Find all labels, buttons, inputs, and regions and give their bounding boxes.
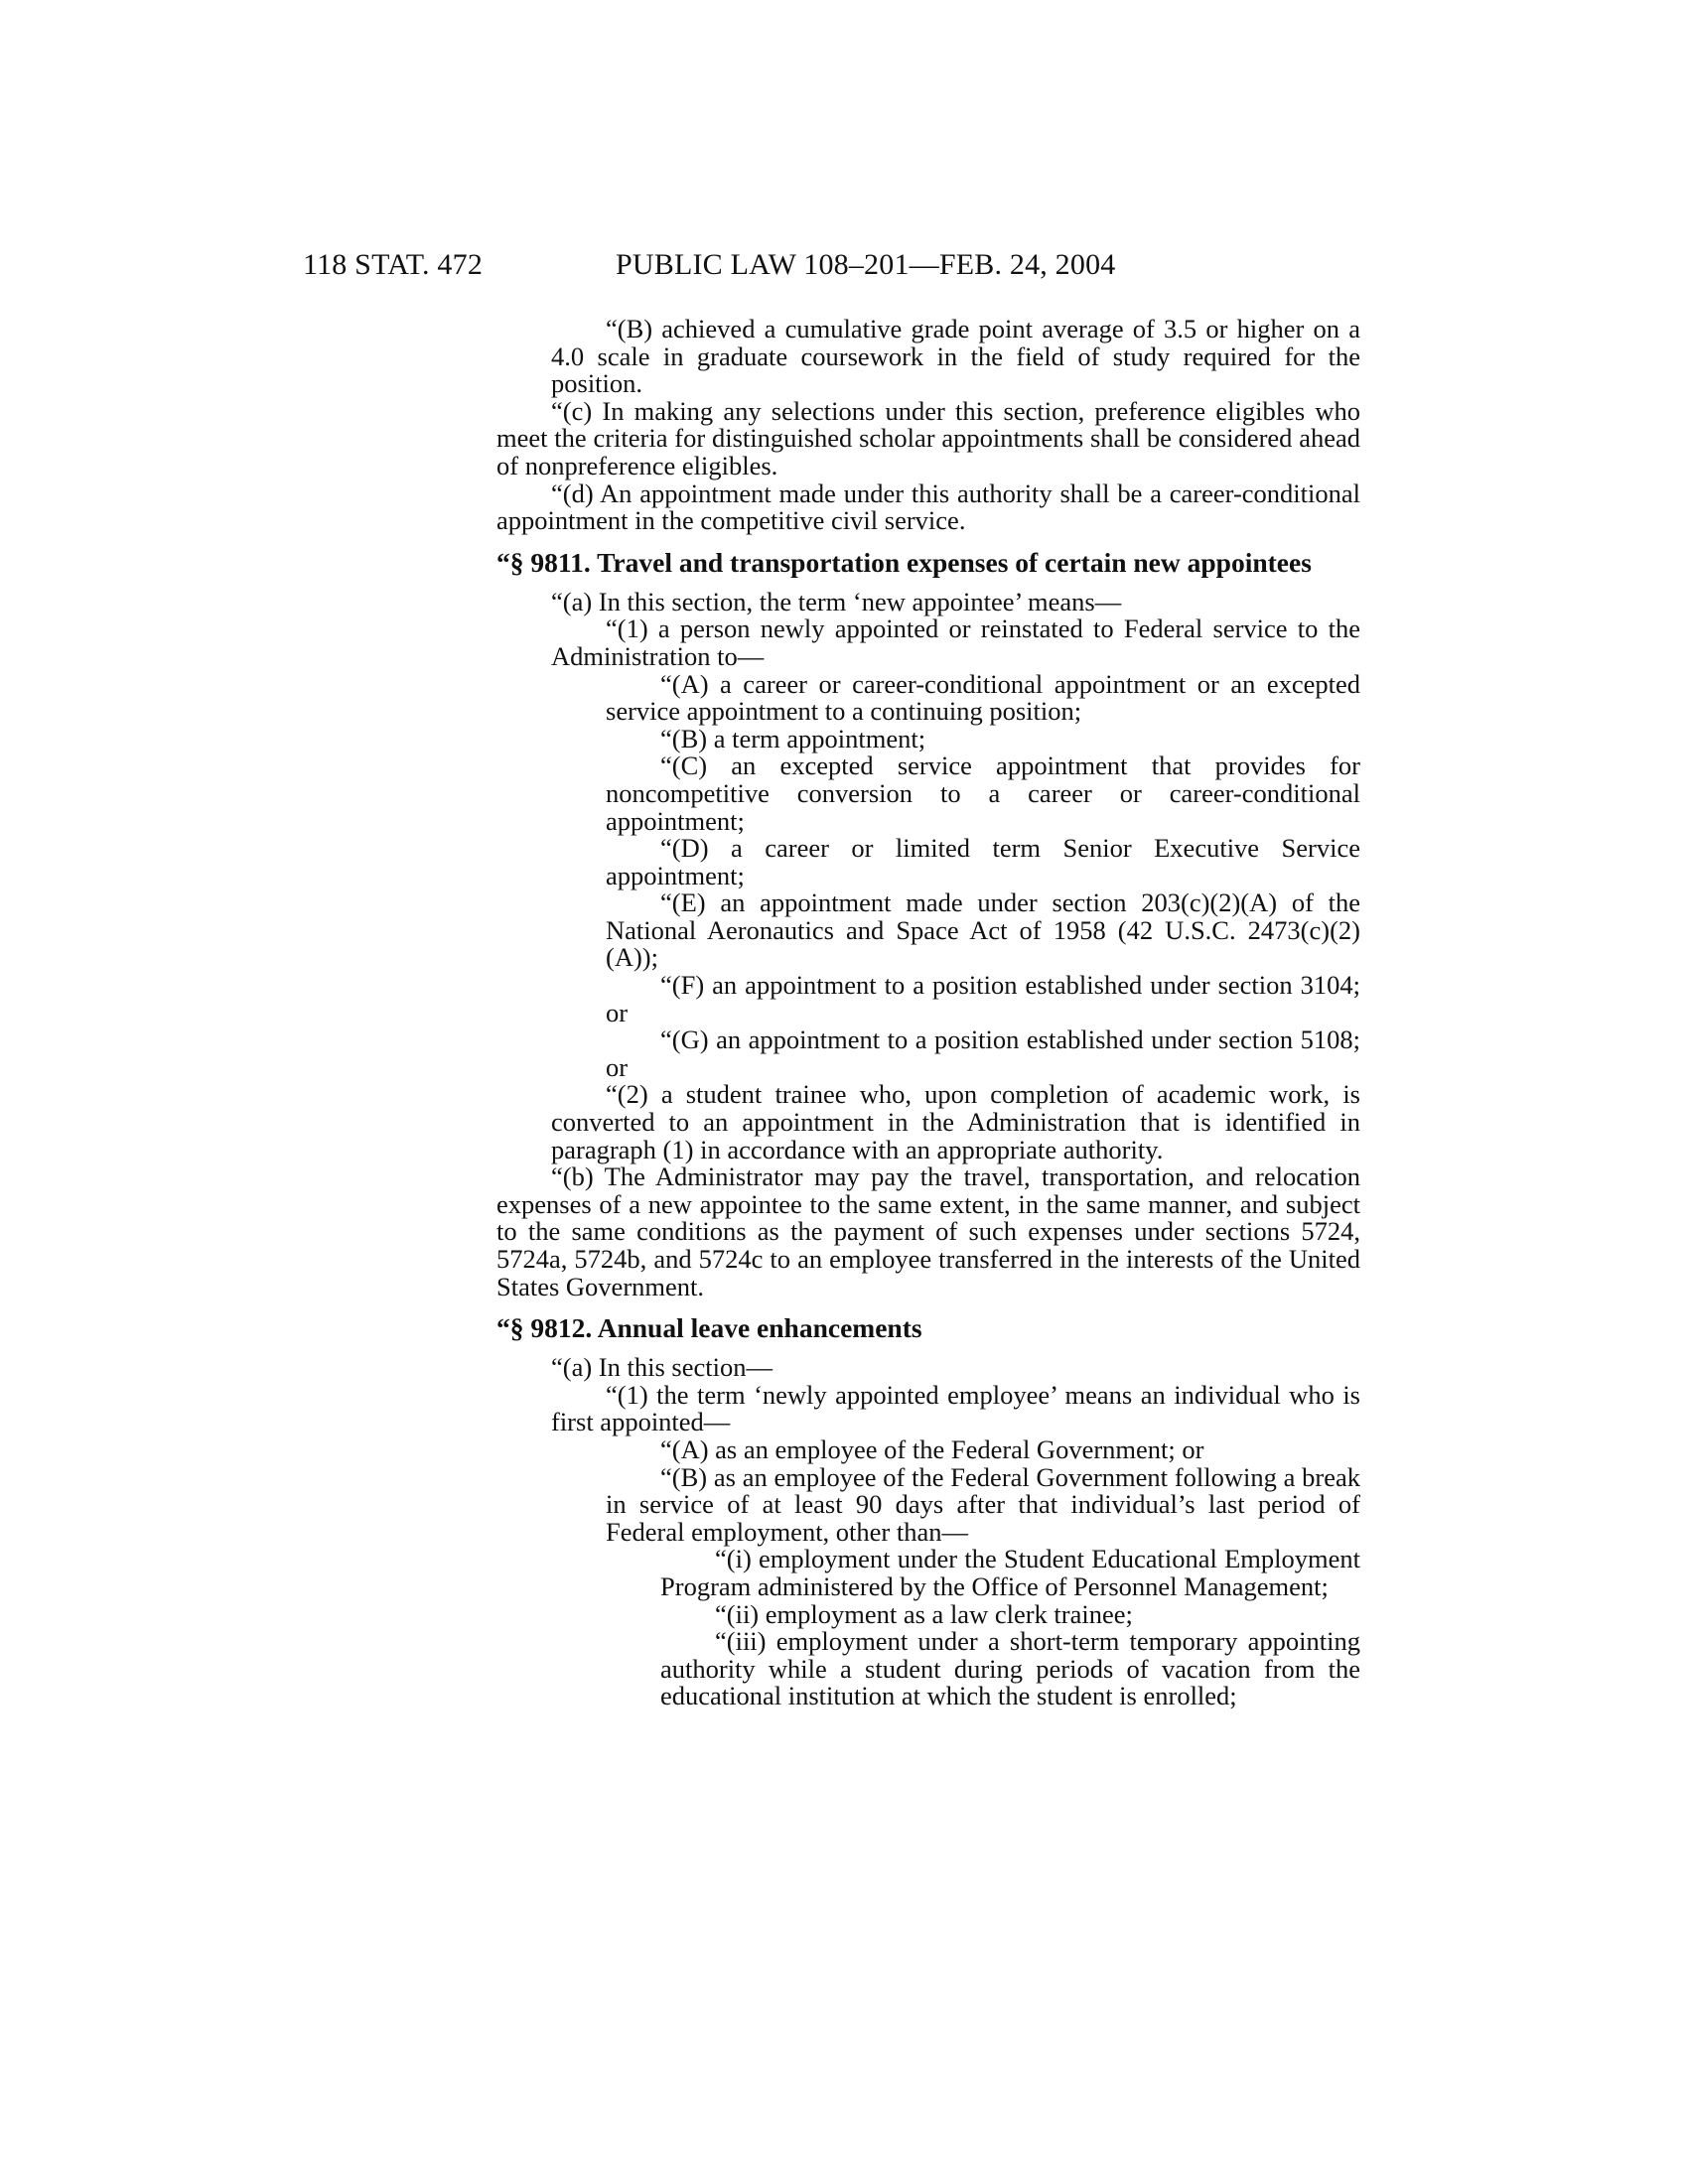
subsection-a-in-this-section: “(a) In this section— — [551, 1352, 773, 1383]
clause-i-student-program: “(i) employment under the Student Educational Employment Program administered by the Office of Personnel Management; — [660, 1544, 1360, 1601]
section-heading-9811: “§ 9811. Travel and transportation expenses of certain new appointees — [496, 546, 1312, 578]
clause-ii-law-clerk: “(ii) employment as a law clerk trainee; — [715, 1598, 1133, 1629]
subparagraph-e-nasa-act: “(E) an appointment made under section 203(c)(2)(A) of the National Aeronautics and Space Act of 1958 (42 U.S.C. 2473(c)(2)(A)); — [606, 887, 1360, 973]
paragraph-2-student-trainee: “(2) a student trainee who, upon completion of academic work, is converted to an appointment in the Administration that is identified in paragraph (1) in accordance with an appropriate authority. — [551, 1079, 1360, 1164]
statute-body — [496, 316, 1360, 1710]
clause-iii-short-term: “(iii) employment under a short-term temporary appointing authority while a student during periods of vacation from the educational institution at which the student is enrolled; — [660, 1626, 1360, 1711]
subsection-b-expenses: “(b) The Administrator may pay the travel, transportation, and relocation expenses of a new appointee to the same extent, in the same manner, and subject to the same conditions as the payment of such expenses under sections 5724, 5724a, 5724b, and 5724c to an employee transferred in the interests of the United States Government. — [496, 1161, 1360, 1301]
subparagraph-c-excepted: “(C) an excepted service appointment that provides for noncompetitive conversion to a career or career-conditional appointment; — [606, 751, 1360, 836]
paragraph-b-gpa: “(B) achieved a cumulative grade point average of 3.5 or higher on a 4.0 scale in graduate coursework in the field of study required for the position. — [551, 314, 1360, 399]
paragraph-1-newly-appointed-employee: “(1) the term ‘newly appointed employee’ means an individual who is first appointed— — [551, 1379, 1360, 1437]
public-law-title: PUBLIC LAW 108–201—FEB. 24, 2004 — [616, 248, 1116, 281]
subparagraph-a-federal-employee: “(A) as an employee of the Federal Government; or — [660, 1433, 1204, 1464]
subparagraph-d-ses: “(D) a career or limited term Senior Executive Service appointment; — [606, 833, 1360, 890]
subsection-a-definition: “(a) In this section, the term ‘new appointee’ means— — [551, 586, 1122, 616]
subparagraph-a-career: “(A) a career or career-conditional appointment or an excepted service appointment to a continuing position; — [606, 668, 1360, 727]
subparagraph-b-term: “(B) a term appointment; — [660, 723, 926, 753]
statute-page-reference: 118 STAT. 472 — [303, 248, 484, 281]
subsection-c: “(c) In making any selections under this section, preference eligibles who meet the criteria for distinguished scholar appointments shall be considered ahead of nonpreference eligibles. — [496, 395, 1360, 480]
section-heading-9812: “§ 9812. Annual leave enhancements — [496, 1312, 922, 1344]
subparagraph-b-break-in-service: “(B) as an employee of the Federal Government following a break in service of at least 90 days after that individual’s last period of Federal employment, other than— — [606, 1461, 1360, 1547]
subparagraph-f-section-3104: “(F) an appointment to a position established under section 3104; or — [606, 970, 1360, 1027]
subsection-d: “(d) An appointment made under this authority shall be a career-conditional appointment in the competitive civil service. — [496, 478, 1360, 536]
paragraph-1-newly-appointed: “(1) a person newly appointed or reinstated to Federal service to the Administration to— — [551, 614, 1360, 671]
subparagraph-g-section-5108: “(G) an appointment to a position established under section 5108; or — [606, 1024, 1360, 1082]
